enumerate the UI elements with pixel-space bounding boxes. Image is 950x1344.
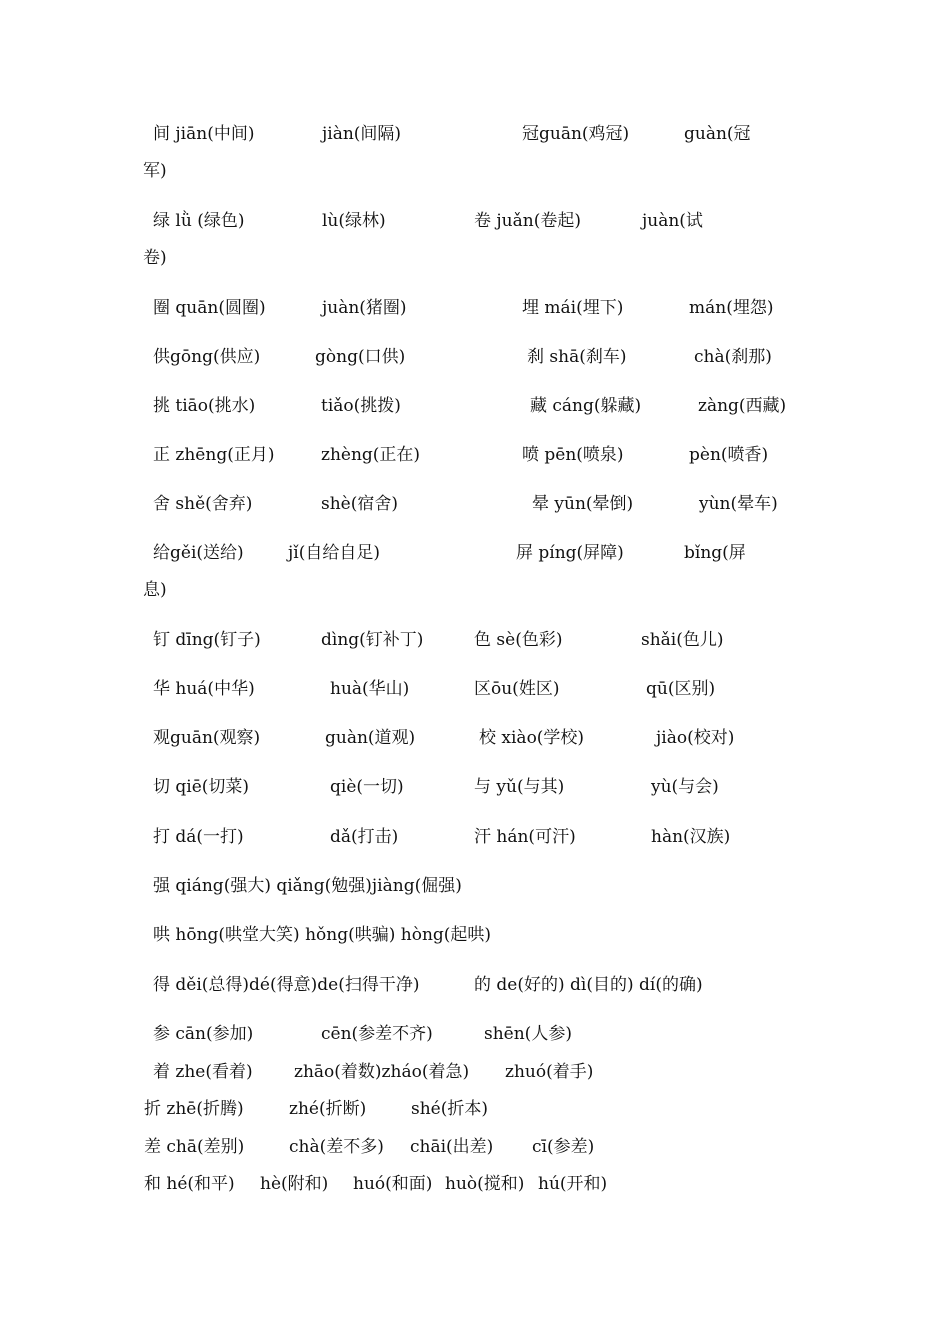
entry-word: 晕 yūn(晕倒) <box>532 494 634 514</box>
entry-reading: zàng(西藏) <box>698 396 787 416</box>
entry-word: 校 xiào(学校) <box>479 728 585 748</box>
entry-reading: shēn(人参) <box>484 1024 572 1044</box>
entry-line <box>0 122 950 162</box>
entry-word: 屏 píng(屏障) <box>516 543 624 563</box>
entry-reading: juàn(试 <box>642 211 703 231</box>
entry-reading: jiàn(间隔) <box>322 124 402 144</box>
entry-word: 观guān(观察) <box>153 728 261 748</box>
entry-word: 舍 shě(舍弃) <box>153 494 253 514</box>
entry-reading: dìng(钉补丁) <box>321 630 424 650</box>
entry-reading: shè(宿舍) <box>321 494 398 514</box>
entry-word: 华 huá(中华) <box>153 679 255 699</box>
entry-reading: chāi(出差) <box>410 1137 494 1157</box>
entry-word: 着 zhe(看着) <box>153 1062 253 1082</box>
entry-word: 的 de(好的) dì(目的) dí(的确) <box>474 975 703 995</box>
entry-line <box>0 825 950 865</box>
entry-reading: qū(区别) <box>646 679 716 699</box>
entry-line <box>0 923 950 963</box>
entry-reading: huò(搅和) <box>445 1174 525 1194</box>
entry-line <box>0 1060 950 1100</box>
entry-reading: qiè(一切) <box>330 777 404 797</box>
entry-word: 汗 hán(可汗) <box>474 827 576 847</box>
entry-word: 折 zhē(折腾) <box>144 1099 244 1119</box>
entry-reading: zhé(折断) <box>289 1099 367 1119</box>
entry-word: 绿 lǜ (绿色) <box>153 211 245 231</box>
entry-reading: huó(和面) <box>353 1174 433 1194</box>
entry-reading: jiào(校对) <box>656 728 735 748</box>
entry-reading: guàn(冠 <box>684 124 751 144</box>
entry-line <box>0 492 950 532</box>
entry-line <box>0 345 950 385</box>
entry-line <box>0 394 950 434</box>
entry-word: 钉 dīng(钉子) <box>153 630 261 650</box>
entry-reading: zhāo(着数)zháo(着急) <box>294 1062 470 1082</box>
entry-word: 得 děi(总得)dé(得意)de(扫得干净) <box>153 975 420 995</box>
entry-word: 冠guān(鸡冠) <box>522 124 630 144</box>
entry-reading: pèn(喷香) <box>689 445 769 465</box>
entry-line <box>0 541 950 581</box>
entry-word: 藏 cáng(躲藏) <box>530 396 642 416</box>
entry-reading: mán(埋怨) <box>689 298 774 318</box>
entry-reading: juàn(猪圈) <box>322 298 407 318</box>
entry-line <box>0 628 950 668</box>
entry-wrap: 卷) <box>143 248 167 268</box>
entry-line <box>0 677 950 717</box>
entry-reading: chà(刹那) <box>694 347 772 367</box>
entry-reading: bǐng(屏 <box>684 543 746 563</box>
entry-line <box>0 443 950 483</box>
entry-wrap: 息) <box>143 580 167 600</box>
entry-word: 供gōng(供应) <box>153 347 261 367</box>
entry-reading: shǎi(色儿) <box>641 630 724 650</box>
entry-word: 挑 tiāo(挑水) <box>153 396 256 416</box>
entry-reading: hú(开和) <box>538 1174 608 1194</box>
entry-reading: shé(折本) <box>411 1099 488 1119</box>
entry-reading: guàn(道观) <box>325 728 416 748</box>
entry-reading: yù(与会) <box>651 777 719 797</box>
entry-word: 哄 hōng(哄堂大笑) hǒng(哄骗) hòng(起哄) <box>153 925 492 945</box>
entry-word: 打 dá(一打) <box>153 827 244 847</box>
entry-line <box>0 973 950 1013</box>
entry-word: 和 hé(和平) <box>144 1174 235 1194</box>
entry-line <box>0 209 950 249</box>
entry-reading: gòng(口供) <box>315 347 406 367</box>
entry-word: 圈 quān(圆圈) <box>153 298 266 318</box>
entry-line <box>0 1172 950 1212</box>
entry-word: 刹 shā(刹车) <box>527 347 627 367</box>
entry-line <box>0 874 950 914</box>
entry-reading: lù(绿林) <box>322 211 386 231</box>
entry-line <box>0 296 950 336</box>
entry-line <box>0 726 950 766</box>
entry-word: 强 qiáng(强大) qiǎng(勉强)jiàng(倔强) <box>153 876 462 896</box>
entry-reading: zhèng(正在) <box>321 445 421 465</box>
entry-word: 切 qiē(切菜) <box>153 777 250 797</box>
entry-word: 与 yǔ(与其) <box>474 777 565 797</box>
entry-line <box>0 1135 950 1175</box>
entry-word: 区ōu(姓区) <box>474 679 560 699</box>
entry-word: 喷 pēn(喷泉) <box>522 445 624 465</box>
entry-word: 正 zhēng(正月) <box>153 445 275 465</box>
entry-reading: yùn(晕车) <box>699 494 778 514</box>
entry-wrap: 军) <box>143 161 167 181</box>
entry-reading: zhuó(着手) <box>505 1062 594 1082</box>
entry-word: 间 jiān(中间) <box>153 124 255 144</box>
entry-word: 色 sè(色彩) <box>474 630 563 650</box>
entry-reading: tiǎo(挑拨) <box>321 396 401 416</box>
entry-reading: hè(附和) <box>260 1174 329 1194</box>
entry-reading: cēn(参差不齐) <box>321 1024 433 1044</box>
entry-reading: chà(差不多) <box>289 1137 384 1157</box>
entry-reading: cī(参差) <box>532 1137 595 1157</box>
entry-reading: dǎ(打击) <box>330 827 399 847</box>
entry-line <box>0 1022 950 1062</box>
entry-word: 差 chā(差别) <box>144 1137 245 1157</box>
entry-word: 卷 juǎn(卷起) <box>474 211 581 231</box>
entry-word: 给gěi(送给) <box>153 543 244 563</box>
entry-word: 参 cān(参加) <box>153 1024 254 1044</box>
entry-line <box>0 775 950 815</box>
entry-reading: jǐ(自给自足) <box>288 543 380 563</box>
entry-reading: huà(华山) <box>330 679 410 699</box>
entry-word: 埋 mái(埋下) <box>522 298 624 318</box>
entry-reading: hàn(汉族) <box>651 827 731 847</box>
entry-line <box>0 1097 950 1137</box>
